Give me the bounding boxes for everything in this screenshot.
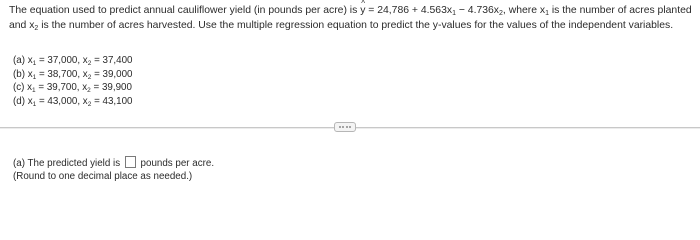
more-dots-button[interactable]	[334, 122, 356, 132]
case-c: (c) $x_1 = 39,700$, $x_2 = 39,900$	[13, 82, 132, 95]
dot-icon	[342, 126, 344, 128]
answer-section	[13, 156, 214, 183]
intro-text: The equation used to predict annual cauliflower yield (in pounds per acre) is	[9, 5, 361, 16]
case-list	[13, 54, 132, 108]
case-b: (b) $x_1 = 38,700$, $x_2 = 39,000$	[13, 68, 133, 81]
answer-input[interactable]	[125, 156, 136, 168]
problem-statement: The equation used to predict annual cauliflower yield (in pounds per acre) is ^ $y = 24,786 + 4.563x_1 - 4.736x_2$, where $x_1$ is the number of acres planted and $x_2$ is the number of acres harvested. Use the multiple regression equation to predict the y-values for the values of the independent variables.	[9, 3, 693, 33]
case-a: (a) $x_1 = 37,000$, $x_2 = 37,400$	[13, 55, 133, 67]
case-d: (d) $x_1 = 43,000$, $x_2 = 43,100$	[13, 95, 133, 108]
dot-icon	[349, 126, 351, 128]
answer-suffix: pounds per acre.	[137, 158, 215, 169]
rounding-hint: (Round to one decimal place as needed.)	[13, 171, 193, 182]
dot-icon	[339, 126, 341, 128]
answer-prefix: (a) The predicted yield is	[13, 158, 123, 169]
y-hat-symbol: ^ y	[360, 3, 365, 18]
dot-icon	[346, 126, 348, 128]
